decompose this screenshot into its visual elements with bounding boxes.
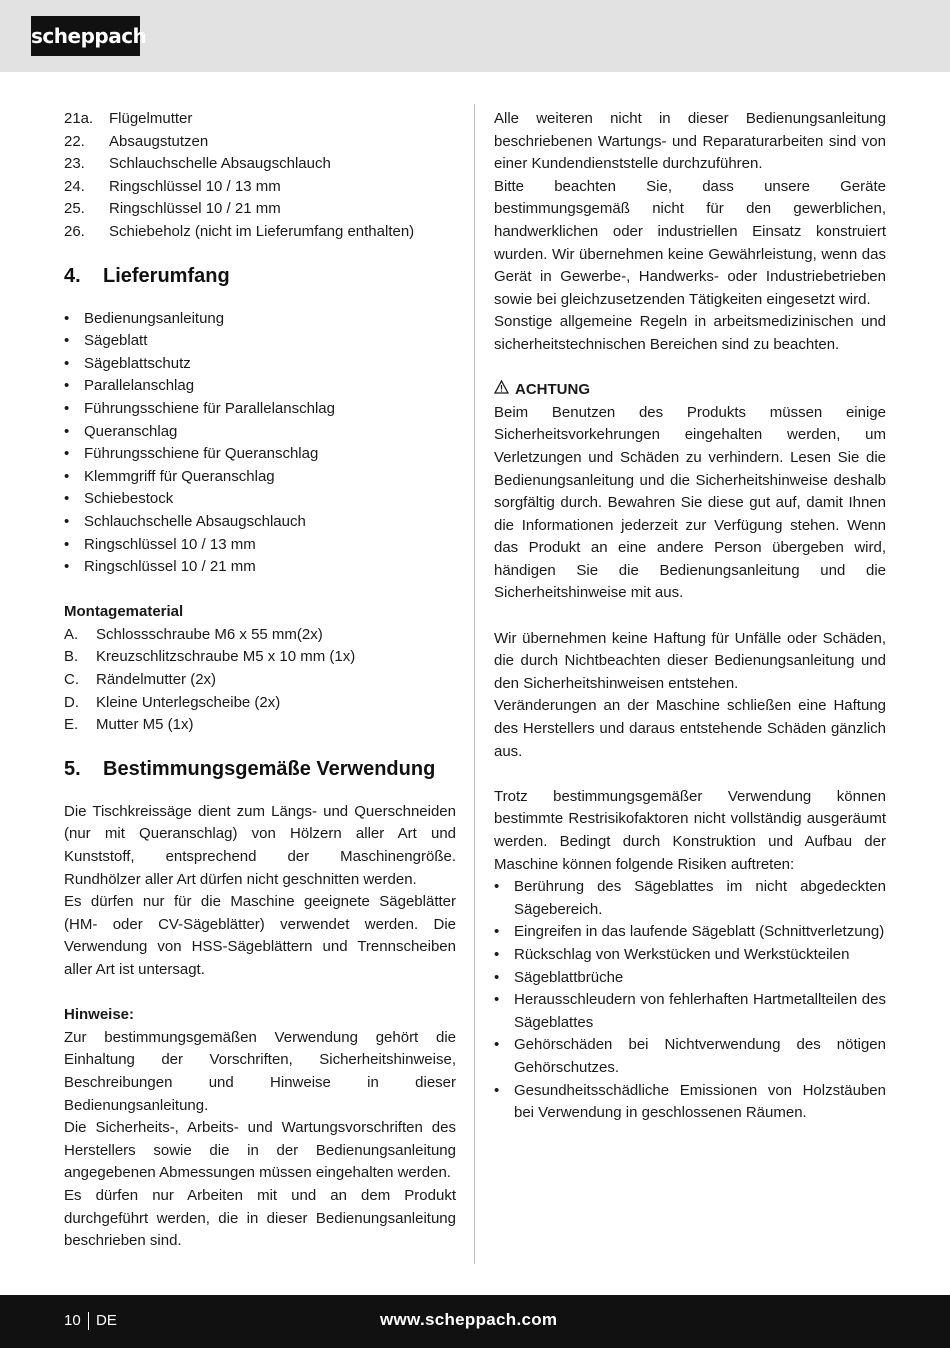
warning-triangle-icon (494, 379, 509, 402)
montage-title: Montagematerial (64, 603, 184, 621)
paragraph: Es dürfen nur Arbeiten mit und an dem Produkt durchgeführt werden, die in dieser Bedienungsanleitung beschrieben sind. (64, 1186, 456, 1250)
item-number: 21a. (64, 110, 94, 127)
list-item (64, 131, 456, 154)
item-text: Schiebeholz (nicht im Lieferumfang enthalten) (109, 222, 415, 240)
item-text: Ringschlüssel 10 / 13 mm (109, 177, 281, 195)
list-item: • Eingreifen in das laufende Sägeblatt (Schnittverletzung) (494, 921, 886, 944)
section-title: Bestimmungsgemäße Verwendung (103, 757, 436, 780)
paragraph: Alle weiteren nicht in dieser Bedienungsanleitung beschriebenen Wartungs- und Reparaturarbeiten sind von einer Kundendienststelle durchzuführen. (494, 110, 886, 173)
page-footer (0, 1295, 950, 1348)
item-text: Mutter M5 (1x) (96, 716, 194, 734)
item-number: 25. (64, 200, 85, 218)
list-item (64, 669, 456, 692)
warning-title: ACHTUNG (515, 381, 590, 399)
list-item: • Herausschleudern von fehlerhaften Hartmetallteilen des Sägeblattes (494, 989, 886, 1034)
list-item: • Rückschlag von Werkstücken und Werkstückteilen (494, 944, 886, 967)
list-item: • Klemmgriff für Queranschlag (64, 466, 456, 489)
item-text: Schlossschraube M6 x 55 mm(2x) (96, 625, 323, 643)
language-code: DE (96, 1312, 117, 1329)
paragraph: Es dürfen nur für die Maschine geeignete Sägeblätter (HM- oder CV-Sägeblätter) verwendet werden. Die Verwendung von HSS-Sägeblättern und Trennscheiben aller Art ist untersagt. (64, 893, 456, 978)
list-item: • Ringschlüssel 10 / 13 mm (64, 534, 456, 557)
list-item: • Parallelanschlag (64, 375, 456, 398)
list-item (64, 714, 456, 737)
section-number: 5. (64, 757, 81, 780)
item-letter: D. (64, 693, 79, 711)
list-item (64, 176, 456, 199)
page-number: 10 (64, 1312, 81, 1329)
left-column (64, 108, 456, 1253)
item-number: 23. (64, 155, 85, 173)
list-item (64, 692, 456, 715)
item-text: Rändelmutter (2x) (96, 671, 217, 689)
list-item: • Sägeblattbrüche (494, 967, 886, 990)
paragraph: Die Tischkreissäge dient zum Längs- und Querschneiden (nur mit Queranschlag) von Hölzern aller Art und Kunststoff, entsprechend der Maschinengröße. Rundhölzer aller Art dürfen nicht geschnitten werden. (64, 802, 456, 888)
item-number: 26. (64, 222, 85, 240)
page-header (0, 0, 950, 72)
list-item: • Schiebestock (64, 488, 456, 511)
list-item (64, 646, 456, 669)
paragraph: Trotz bestimmungsgemäßer Verwendung können bestimmte Restrisikofaktoren nicht vollständig ausgeräumt werden. Bedingt durch Konstruktion und Aufbau der Maschine können folgende Risiken auftreten: (494, 787, 886, 873)
list-item: • Sägeblattschutz (64, 353, 456, 376)
list-item: • Sägeblatt (64, 330, 456, 353)
footer-separator (88, 1312, 89, 1330)
section-number: 4. (64, 264, 81, 287)
list-item: • Führungsschiene für Parallelanschlag (64, 398, 456, 421)
montage-list (64, 624, 456, 737)
list-item (64, 198, 456, 221)
parts-list (64, 108, 456, 244)
item-text: Schlauchschelle Absaugschlauch (109, 155, 331, 173)
list-item: • Ringschlüssel 10 / 21 mm (64, 556, 456, 579)
hinweise-title: Hinweise: (64, 1006, 135, 1024)
column-divider (474, 104, 475, 1264)
section-heading-lieferumfang (64, 264, 456, 288)
list-item (64, 108, 456, 131)
item-letter: B. (64, 648, 79, 666)
list-item: • Berührung des Sägeblattes im nicht abgedeckten Sägebereich. (494, 876, 886, 921)
item-letter: E. (64, 716, 79, 734)
item-number: 22. (64, 132, 85, 150)
paragraph: Sonstige allgemeine Regeln in arbeitsmedizinischen und sicherheitstechnischen Bereichen sind zu beachten. (494, 313, 886, 353)
section-heading-bestimmung (64, 757, 456, 781)
paragraph: Zur bestimmungsgemäßen Verwendung gehört die Einhaltung der Vorschriften, Sicherheitshinweise, Beschreibungen und Hinweise in dieser Bedienungsanleitung. (64, 1028, 456, 1114)
right-column (494, 108, 886, 1125)
list-item: • Gesundheitsschädliche Emissionen von Holzstäuben bei Verwendung in geschlossenen Räumen. (494, 1080, 886, 1125)
list-item: • Schlauchschelle Absaugschlauch (64, 511, 456, 534)
section-title: Lieferumfang (103, 264, 230, 287)
list-item (64, 153, 456, 176)
item-text: Flügelmutter (109, 110, 193, 127)
item-letter: C. (64, 671, 79, 689)
list-item: • Bedienungsanleitung (64, 308, 456, 331)
item-text: Kreuzschlitzschraube M5 x 10 mm (1x) (96, 648, 356, 666)
paragraph: Beim Benutzen des Produkts müssen einige Sicherheitsvorkehrungen eingehalten werden, um Verletzungen und Schäden zu verhindern. Lesen Sie die Bedienungsanleitung und die Sicherheitshinweise deshalb sorgfältig durch. Bewahren Sie diese gut auf, damit Ihnen die Informationen jederzeit zur Verfügung stehen. Wenn das Produkt an eine andere Person übergeben wird, händigen Sie die Bedienungsanleitung und die Sicherheitshinweise mit aus. (494, 403, 886, 602)
item-text: Absaugstutzen (109, 132, 209, 150)
paragraph: Bitte beachten Sie, dass unsere Geräte bestimmungsgemäß nicht für den gewerblichen, handwerklichen oder industriellen Einsatz konstruiert wurden. Wir übernehmen keine Gewährleistung, wenn das Gerät in Gewerbe-, Handwerks- oder Industriebetrieben sowie bei gleichzusetzenden Tätigkeiten eingesetzt wird. (494, 177, 886, 308)
list-item (64, 221, 456, 244)
risk-list (494, 876, 886, 1125)
paragraph: Die Sicherheits-, Arbeits- und Wartungsvorschriften des Herstellers sowie die in der Bedienungsanleitung angegebenen Abmessungen müssen eingehalten werden. (64, 1119, 456, 1182)
list-item: • Führungsschiene für Queranschlag (64, 443, 456, 466)
list-item (64, 624, 456, 647)
item-text: Ringschlüssel 10 / 21 mm (109, 200, 281, 218)
scheppach-logo: scheppach (31, 16, 140, 56)
item-number: 24. (64, 177, 85, 195)
list-item: • Gehörschäden bei Nichtverwendung des nötigen Gehörschutzes. (494, 1034, 886, 1079)
item-text: Kleine Unterlegscheibe (2x) (96, 693, 281, 711)
warning-heading (494, 379, 886, 402)
paragraph: Wir übernehmen keine Haftung für Unfälle oder Schäden, die durch Nichtbeachten dieser Bedienungsanleitung und den Sicherheitshinweisen entstehen. (494, 629, 886, 692)
item-letter: A. (64, 625, 79, 643)
delivery-list (64, 308, 456, 579)
list-item: • Queranschlag (64, 421, 456, 444)
paragraph: Veränderungen an der Maschine schließen eine Haftung des Herstellers und daraus entstehende Schäden gänzlich aus. (494, 697, 886, 760)
website-link[interactable]: www.scheppach.com (380, 1310, 558, 1329)
